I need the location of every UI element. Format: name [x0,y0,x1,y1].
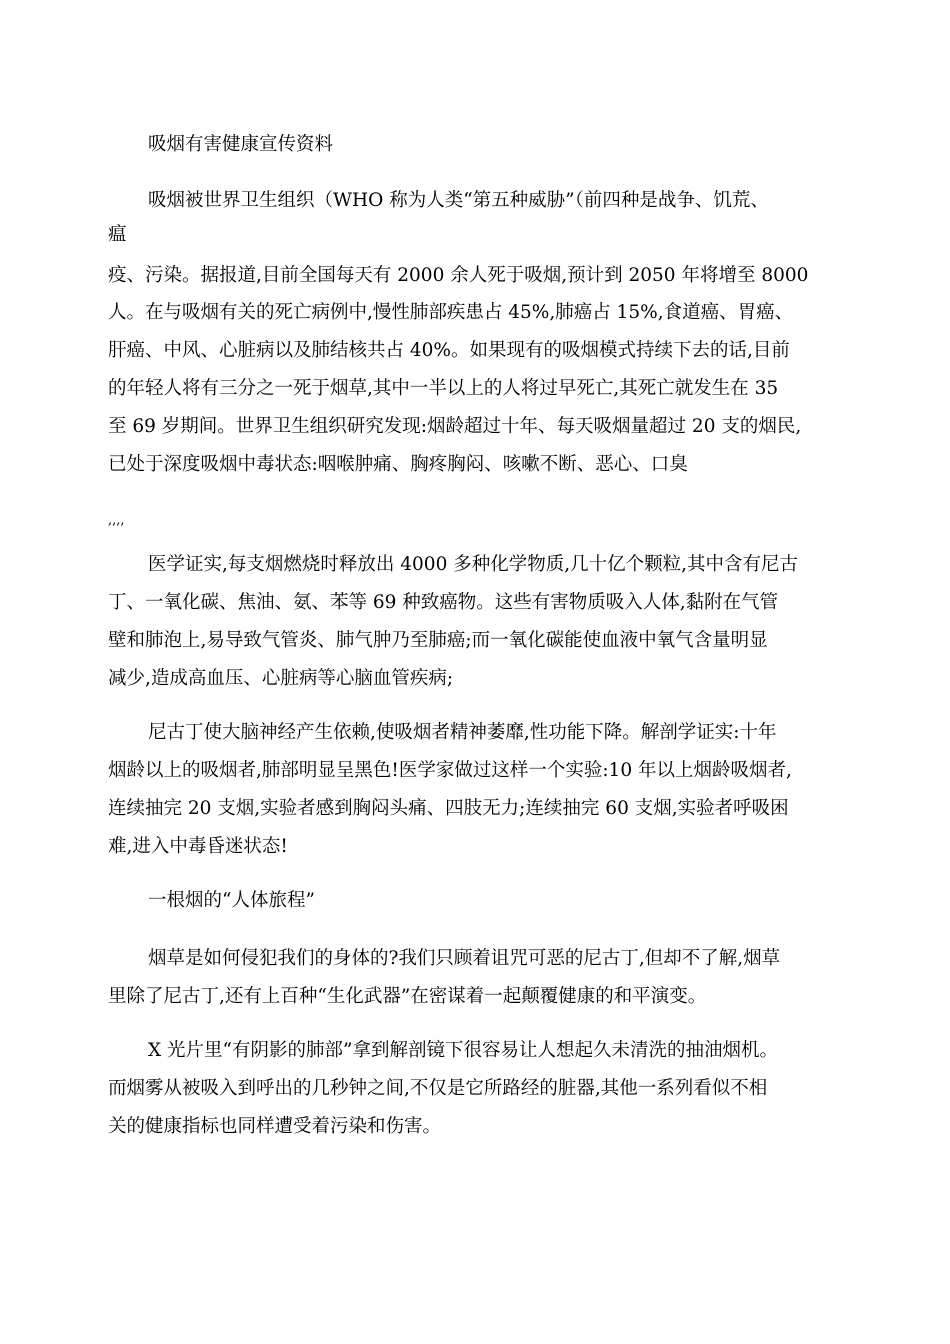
paragraph-1-line-4: 人。在与吸烟有关的死亡病例中,慢性肺部疾患占 45%,肺癌占 15%,食道癌、胃癌、 [108,302,794,323]
document-title: 吸烟有害健康宣传资料 [148,134,334,155]
paragraph-2-line-1: ,,,, [108,513,125,528]
paragraph-3-line-1: 医学证实,每支烟燃烧时释放出 4000 多种化学物质,几十亿个颗粒,其中含有尼古 [148,554,798,575]
paragraph-1-line-5: 肝癌、中风、心脏病以及肺结核共占 40%。如果现有的吸烟模式持续下去的话,目前 [108,340,790,361]
paragraph-4-line-2: 烟龄以上的吸烟者,肺部明显呈黑色!医学家做过这样一个实验:10 年以上烟龄吸烟者, [108,760,792,781]
paragraph-6-line-1: 烟草是如何侵犯我们的身体的?我们只顾着诅咒可恶的尼古丁,但却不了解,烟草 [148,948,781,969]
paragraph-1-line-8: 已处于深度吸烟中毒状态:咽喉肿痛、胸疼胸闷、咳嗽不断、恶心、口臭 [108,454,688,475]
paragraph-4-line-1: 尼古丁使大脑神经产生依赖,使吸烟者精神萎靡,性功能下降。解剖学证实:十年 [148,722,777,743]
paragraph-1-line-1: 吸烟被世界卫生组织（WHO 称为人类“第五种威胁”（前四种是战争、饥荒、 [148,190,769,211]
section-heading: 一根烟的“人体旅程” [148,890,315,911]
paragraph-7-line-1: X 光片里“有阴影的肺部”拿到解剖镜下很容易让人想起久未清洗的抽油烟机。 [148,1040,778,1061]
paragraph-3-line-3: 壁和肺泡上,易导致气管炎、肺气肿乃至肺癌;而一氧化碳能使血液中氧气含量明显 [108,630,768,651]
paragraph-3-line-4: 减少,造成高血压、心脏病等心脑血管疾病; [108,668,454,689]
paragraph-7-line-2: 而烟雾从被吸入到呼出的几秒钟之间,不仅是它所路经的脏器,其他一系列看似不相 [108,1078,768,1099]
paragraph-1-line-2: 瘟 [108,224,127,245]
paragraph-4-line-4: 难,进入中毒昏迷状态! [108,836,288,857]
paragraph-3-line-2: 丁、一氧化碳、焦油、氨、苯等 69 种致癌物。这些有害物质吸入人体,黏附在气管 [108,592,779,613]
paragraph-4-line-3: 连续抽完 20 支烟,实验者感到胸闷头痛、四肢无力;连续抽完 60 支烟,实验者呼吸困 [108,798,789,819]
paragraph-1-line-6: 的年轻人将有三分之一死于烟草,其中一半以上的人将过早死亡,其死亡就发生在 35 [108,378,779,399]
paragraph-1-line-3: 疫、污染。据报道,目前全国每天有 2000 余人死于吸烟,预计到 2050 年将增至 8000 [108,265,809,286]
paragraph-1-line-7: 至 69 岁期间。世界卫生组织研究发现:烟龄超过十年、每天吸烟量超过 20 支的烟民, [108,416,802,437]
paragraph-7-line-3: 关的健康指标也同样遭受着污染和伤害。 [108,1116,442,1137]
paragraph-6-line-2: 里除了尼古丁,还有上百种“生化武器”在密谋着一起颠覆健康的和平演变。 [108,986,707,1007]
